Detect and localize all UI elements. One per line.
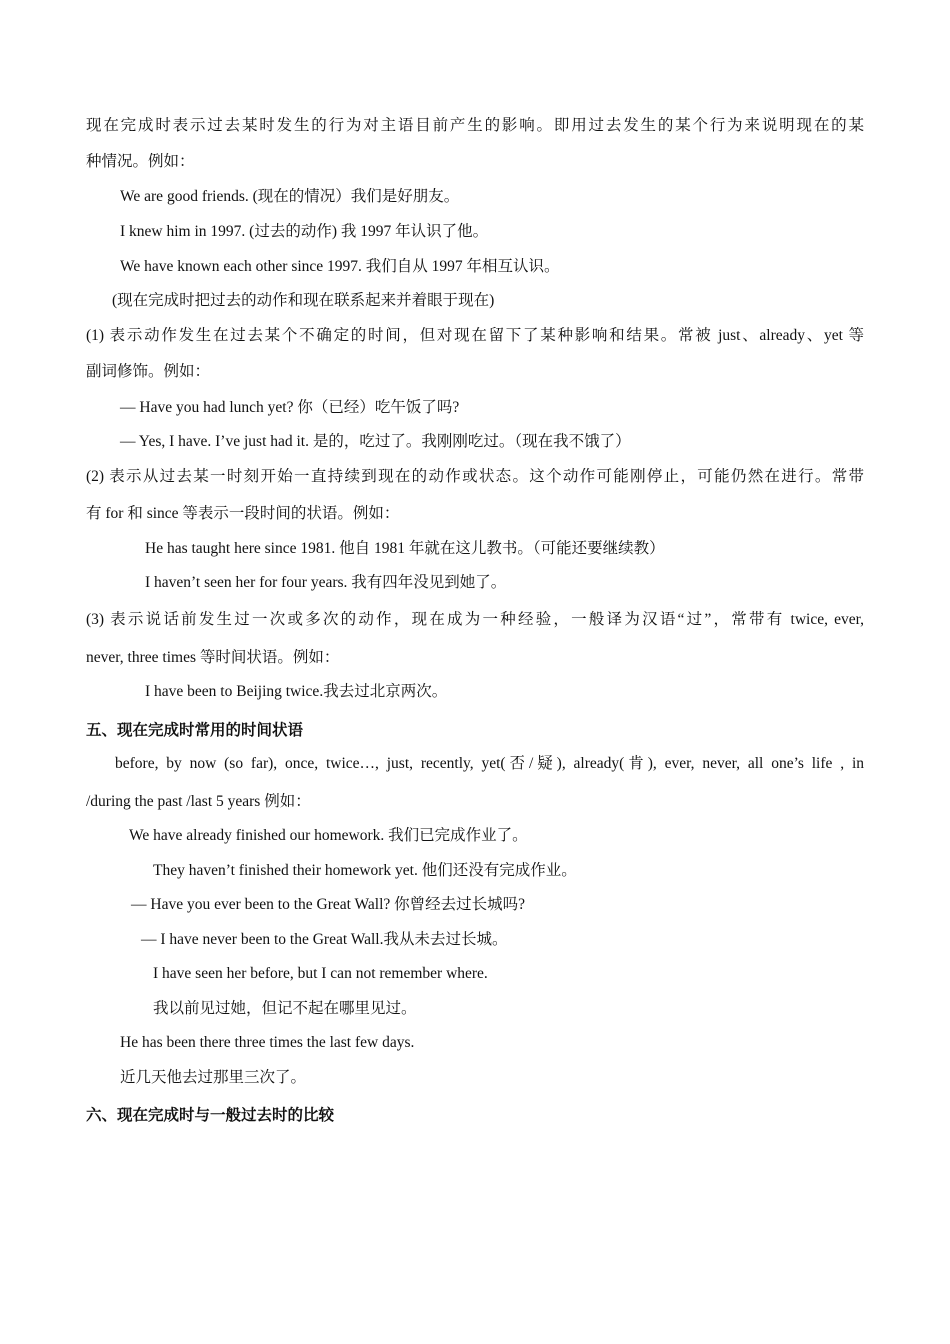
example-sentence: — I have never been to the Great Wall.我从未去过长城。: [141, 931, 508, 948]
example-sentence: I have seen her before, but I can not remember where.: [153, 965, 488, 982]
example-sentence: I haven’t seen her for four years. 我有四年没见到她了。: [145, 574, 507, 591]
example-sentence: — Have you had lunch yet? 你（已经）吃午饭了吗?: [120, 399, 460, 416]
example-sentence: He has been there three times the last few days.: [120, 1034, 415, 1051]
intro-paragraph-line-2: 种情况。例如：: [86, 153, 195, 170]
example-sentence: We have already finished our homework. 我们已完成作业了。: [129, 827, 528, 844]
example-sentence: — Have you ever been to the Great Wall? 你曾经去过长城吗?: [131, 896, 526, 913]
example-sentence: He has taught here since 1981. 他自 1981 年就在这儿教书。（可能还要继续教）: [145, 540, 665, 557]
example-sentence: — Yes, I have. I’ve just had it. 是的，吃过了。我刚刚吃过。（现在我不饿了）: [120, 433, 631, 450]
section-heading-5: 五、现在完成时常用的时间状语: [86, 721, 304, 739]
example-sentence: I have been to Beijing twice.我去过北京两次。: [145, 683, 448, 700]
example-sentence: We are good friends. (现在的情况）我们是好朋友。: [120, 188, 460, 205]
example-sentence: I knew him in 1997. (过去的动作) 我 1997 年认识了他。: [120, 223, 489, 240]
usage-1-line-1: (1) 表示动作发生在过去某个不确定的时间，但对现在留下了某种影响和结果。常被 just、already、yet 等: [86, 327, 864, 344]
usage-3-line-2: never, three times 等时间状语。例如：: [86, 649, 340, 666]
time-adverbials-line-1: before, by now (so far), once, twice…, just, recently, yet(否/疑), already(肯), ever, never, all one’s life , in: [115, 755, 864, 772]
example-sentence: We have known each other since 1997. 我们自从 1997 年相互认识。: [120, 258, 560, 275]
example-sentence: They haven’t finished their homework yet. 他们还没有完成作业。: [153, 862, 577, 879]
usage-2-line-1: (2) 表示从过去某一时刻开始一直持续到现在的动作或状态。这个动作可能刚停止，可能仍然在进行。常带: [86, 468, 864, 485]
example-translation: 近几天他去过那里三次了。: [120, 1069, 307, 1086]
note-line: (现在完成时把过去的动作和现在联系起来并着眼于现在): [112, 292, 495, 309]
usage-2-line-2: 有 for 和 since 等表示一段时间的状语。例如：: [86, 505, 400, 522]
example-translation: 我以前见过她，但记不起在哪里见过。: [153, 1000, 417, 1017]
usage-3-line-1: (3) 表示说话前发生过一次或多次的动作，现在成为一种经验，一般译为汉语“过”，常带有 twice, ever,: [86, 611, 864, 628]
intro-paragraph-line-1: 现在完成时表示过去某时发生的行为对主语目前产生的影响。即用过去发生的某个行为来说明现在的某: [86, 117, 864, 134]
usage-1-line-2: 副词修饰。例如：: [86, 363, 211, 380]
time-adverbials-line-2: /during the past /last 5 years 例如：: [86, 793, 311, 810]
section-heading-6: 六、现在完成时与一般过去时的比较: [86, 1106, 335, 1124]
